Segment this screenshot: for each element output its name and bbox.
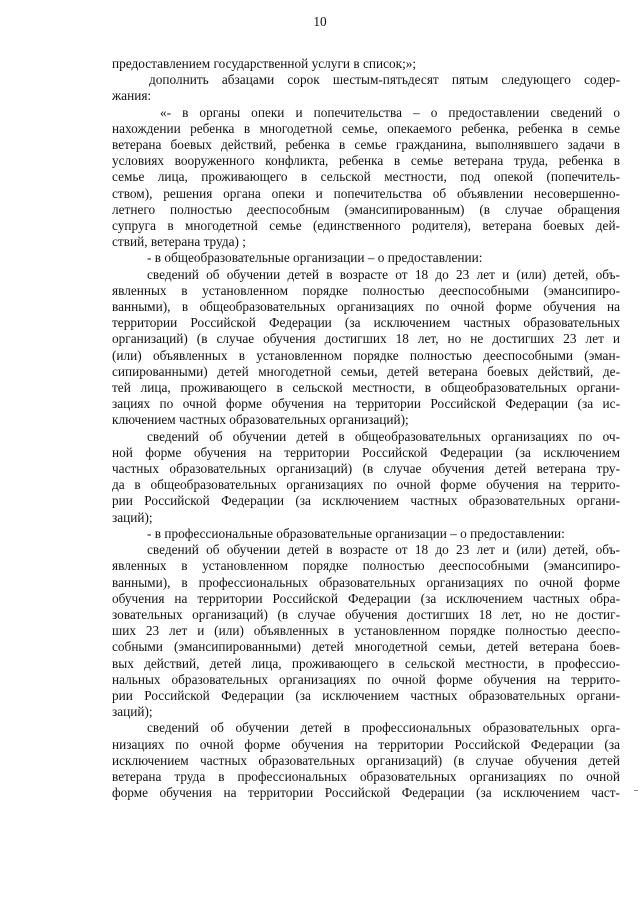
text-line: рии Российской Федерации (за исключением частных образовательных органи- (112, 687, 620, 703)
text-line: заций); (112, 509, 153, 525)
text-line: форме обучения на территории Российской Федерации (за исключением част- (112, 785, 620, 801)
text-line: явленных в установленном порядке полностью дееспособными (эмансипиро- (112, 558, 620, 574)
text-line: собными (эмансипированными) детей многодетной семьи, детей ветерана боев- (112, 639, 620, 655)
text-line: ших 23 лет и (или) объявленных в установленном порядке полностью дееспо- (112, 623, 620, 639)
text-line: рии Российской Федерации (за исключением частных образовательных органи- (112, 493, 620, 509)
text-line: организаций) (в случае обучения достигших 18 лет, но не достигших 23 лет и (112, 331, 620, 347)
text-line: условиях вооруженного конфликта, ребенка в семье ветерана труда, ребенка в (112, 153, 620, 169)
page-number: 10 (313, 14, 327, 29)
text-line: ветерана боевых действий, ребенка в семье гражданина, выполнявшего задачи в (112, 137, 620, 153)
body-text (112, 56, 620, 801)
text-line: зовательных организаций) (в случае обучения достигших 18 лет, но не достиг- (112, 606, 620, 622)
text-line: жания: (112, 88, 152, 104)
text-line: нальных образовательных организациях по очной форме обучения на террито- (112, 671, 620, 687)
text-line: предоставлением государственной услуги в список;»; (112, 56, 417, 71)
text-line: сипированными) детей многодетной семьи, детей ветерана боевых действий, де- (112, 363, 620, 379)
text-line: - в общеобразовательные организации – о предоставлении: (147, 250, 483, 266)
text-line: супруга в многодетной семье (единственного родителя), ветерана боевых дей- (112, 218, 620, 234)
text-line: вых действий, детей лица, проживающего в сельской местности, в профессио- (112, 655, 620, 671)
text-line: ванными), в профессиональных образовательных организациях по очной форме (112, 574, 620, 590)
text-line: ством), решения органа опеки и попечительства об объявлении несовершенно- (112, 185, 620, 201)
text-line: обучения на территории Российской Федерации (за исключением частных обра- (112, 590, 620, 606)
text-line: (или) объявленных в установленном порядке полностью дееспособными (эман- (112, 347, 620, 363)
text-line: тей лица, проживающего в сельской местности, в общеобразовательных органи- (112, 380, 620, 396)
text-line: семье лица, проживающего в сельской местности, под опекой (попечитель- (112, 169, 620, 185)
text-line: сведений об обучении детей в профессиональных образовательных орга- (147, 720, 620, 736)
text-line: ствий, ветерана труда) ; (112, 234, 246, 250)
text-line: нахождении ребенка в многодетной семье, опекаемого ребенка, ребенка в семье (112, 120, 620, 136)
text-line: сведений об обучении детей в возрасте от 18 до 23 лет и (или) детей, объ- (147, 542, 620, 558)
text-line: ветерана труда в профессиональных образовательных организациях по очной (112, 768, 620, 784)
text-line: - в профессиональные образовательные организации – о предоставлении: (147, 525, 565, 541)
text-line: дополнить абзацами сорок шестым-пятьдесят пятым следующего содер- (149, 72, 620, 88)
text-line: зациях по очной форме обучения на территории Российской Федерации (за ис- (112, 396, 620, 412)
margin-mark (634, 790, 638, 791)
text-line: сведений об обучении детей в общеобразовательных организациях по оч- (147, 428, 620, 444)
text-line: «- в органы опеки и попечительства – о предоставлении сведений о (160, 104, 620, 120)
text-line: территории Российской Федерации (за исключением частных образовательных (112, 315, 620, 331)
text-line: явленных в установленном порядке полностью дееспособными (эмансипиро- (112, 282, 620, 298)
text-line: ключением частных образовательных организаций); (112, 412, 409, 428)
text-line: частных образовательных организаций) (в случае обучения детей ветерана тру- (112, 461, 620, 477)
text-line: да в общеобразовательных организациях по очной форме обучения на террито- (112, 477, 620, 493)
text-line: ванными), в общеобразовательных организациях по очной форме обучения на (112, 299, 620, 315)
text-line: заций); (112, 704, 153, 720)
text-line: ной форме обучения на территории Российской Федерации (за исключением (112, 444, 620, 460)
text-line: летнего полностью дееспособным (эмансипированным) (в случае обращения (112, 201, 620, 217)
text-line: низациях по очной форме обучения на территории Российской Федерации (за (112, 736, 620, 752)
text-line: сведений об обучении детей в возрасте от 18 до 23 лет и (или) детей, объ- (147, 266, 620, 282)
text-line: исключением частных образовательных организаций) (в случае обучения детей (112, 752, 620, 768)
